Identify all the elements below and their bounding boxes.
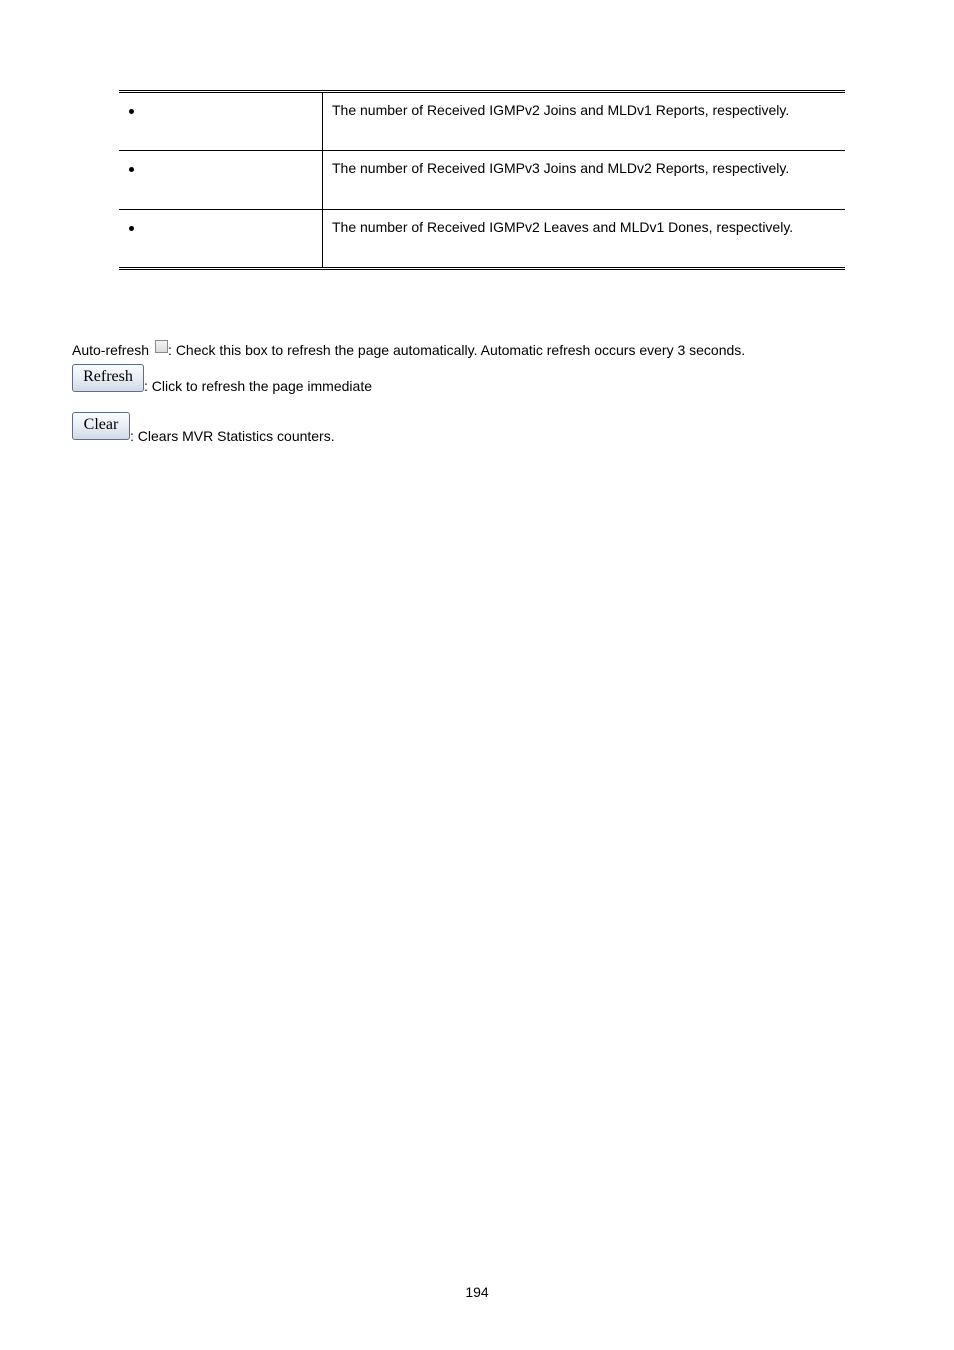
- term-cell: [119, 151, 323, 210]
- definition-cell: The number of Received IGMPv3 Joins and MLDv2 Reports, respectively.: [323, 151, 846, 210]
- term-cell: [119, 210, 323, 269]
- bullet-icon: [129, 109, 134, 114]
- refresh-description: : Click to refresh the page immediate: [144, 378, 372, 394]
- table-row: [119, 210, 845, 269]
- definition-cell: The number of Received IGMPv2 Leaves and MLDv1 Dones, respectively.: [323, 210, 846, 269]
- auto-refresh-line: [72, 340, 745, 359]
- bullet-icon: [129, 167, 134, 172]
- table-row: [119, 151, 845, 210]
- refresh-line: [72, 364, 372, 395]
- clear-description: : Clears MVR Statistics counters.: [130, 428, 335, 444]
- page-number: 194: [465, 1284, 489, 1300]
- refresh-button[interactable]: Refresh: [72, 364, 144, 392]
- auto-refresh-description: : Check this box to refresh the page automatically. Automatic refresh occurs every 3 seconds.: [168, 342, 746, 358]
- clear-button[interactable]: Clear: [72, 412, 130, 440]
- definition-cell: The number of Received IGMPv2 Joins and MLDv1 Reports, respectively.: [332, 102, 790, 118]
- clear-line: [72, 412, 335, 445]
- description-table: [119, 90, 845, 270]
- auto-refresh-label: Auto-refresh: [72, 342, 150, 358]
- term-cell: [119, 92, 323, 151]
- auto-refresh-checkbox[interactable]: [155, 340, 168, 353]
- table-row: [119, 92, 845, 151]
- bullet-icon: [129, 226, 134, 231]
